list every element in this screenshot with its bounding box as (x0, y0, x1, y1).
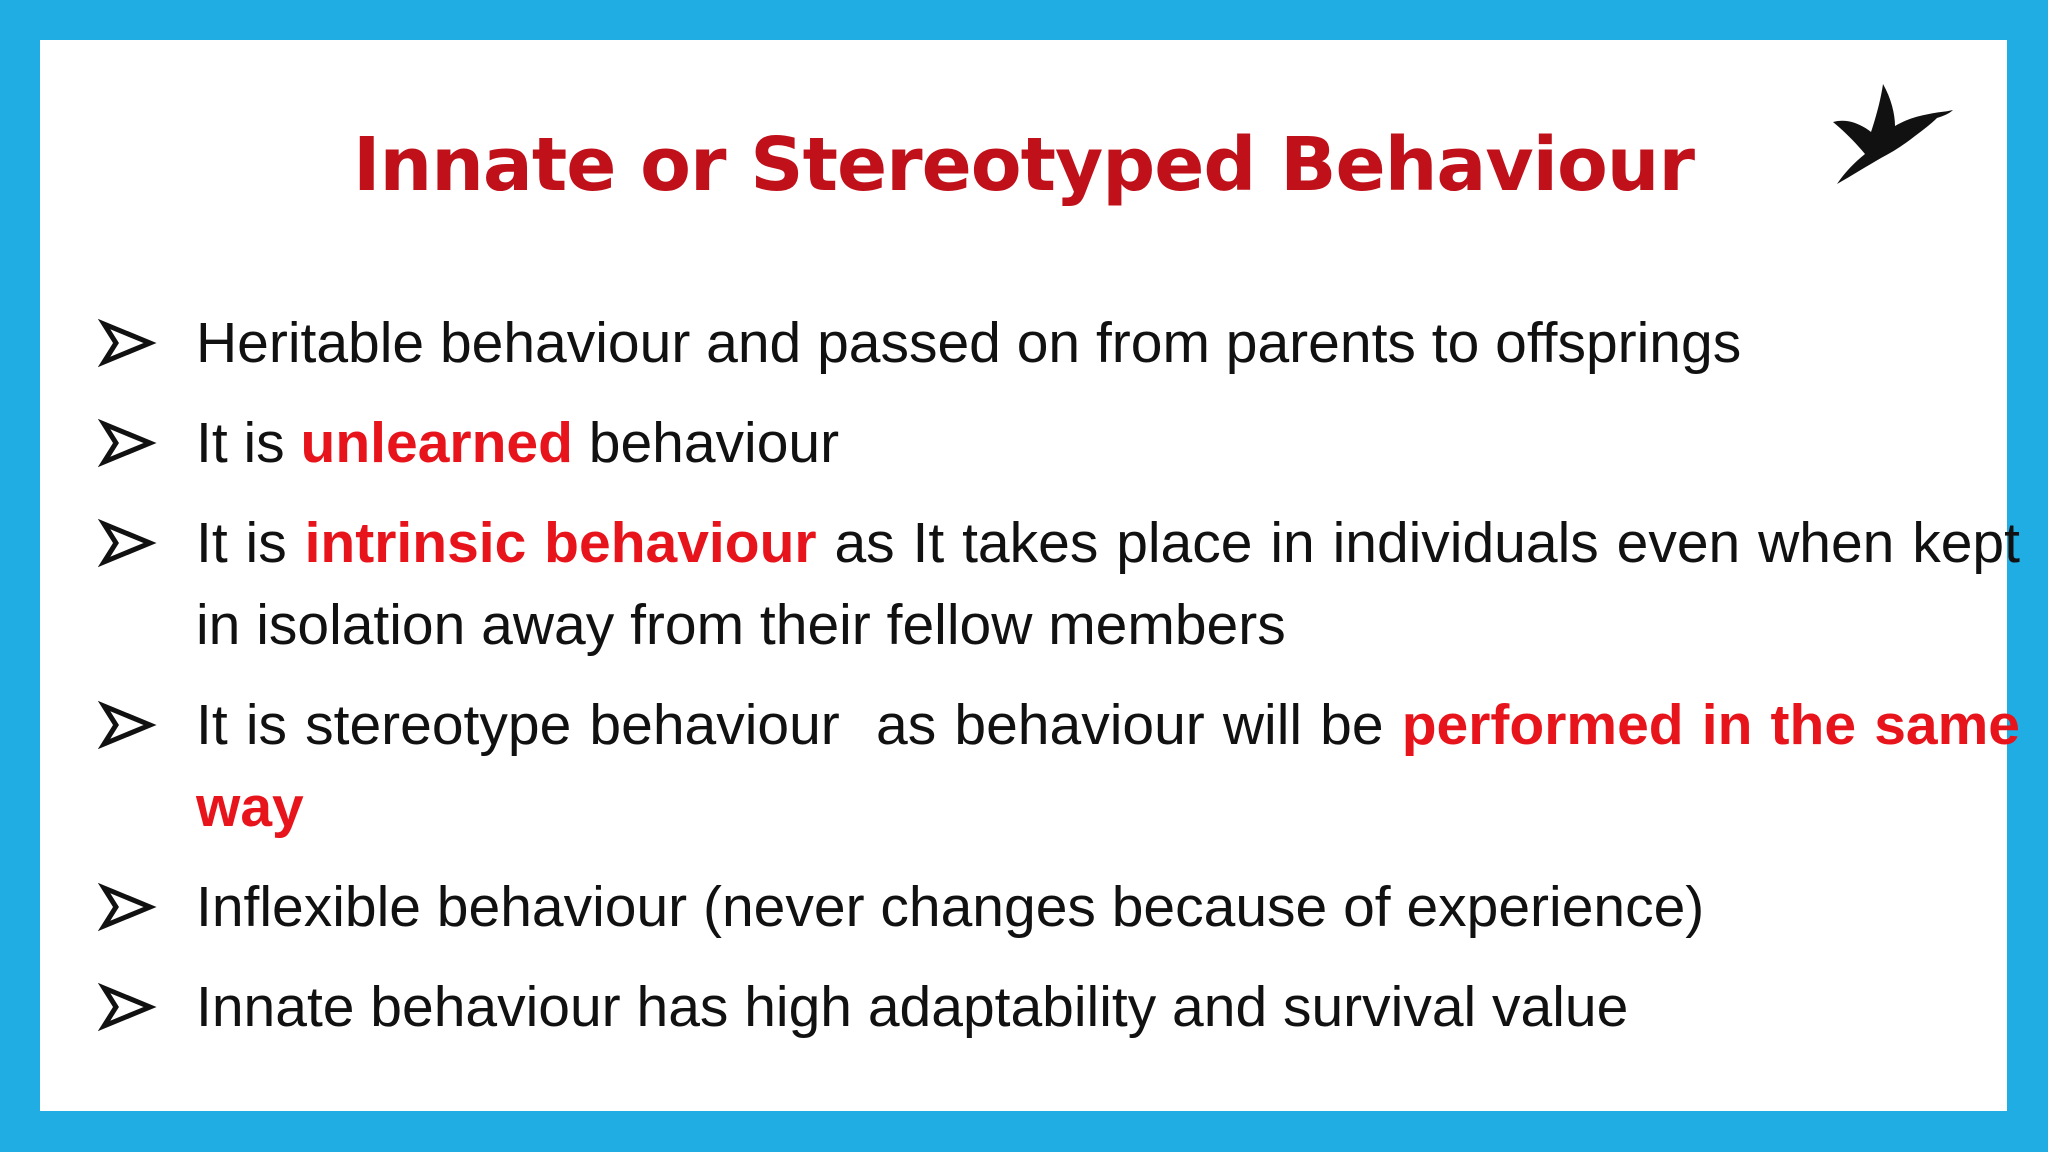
bullet-item (98, 866, 2020, 948)
bullet-text: It is (196, 511, 305, 575)
bullet-highlight: unlearned (300, 411, 573, 475)
bullet-list (98, 302, 2020, 1066)
arrowhead-bullet-icon (98, 684, 158, 766)
arrowhead-bullet-icon (98, 866, 158, 948)
bullet-text: Heritable behaviour and passed on from parents to offsprings (196, 311, 1742, 375)
hummingbird-icon (1825, 80, 1975, 190)
arrowhead-bullet-icon (98, 302, 158, 384)
bullet-item (98, 402, 2020, 484)
arrowhead-bullet-icon (98, 402, 158, 484)
bullet-item (98, 502, 2020, 666)
bullet-item (98, 684, 2020, 848)
slide-title: Innate or Stereotyped Behaviour (353, 122, 1694, 208)
arrowhead-bullet-icon (98, 966, 158, 1048)
arrowhead-bullet-icon (98, 502, 158, 584)
bullet-text: as It takes place in individuals even when kept in isolation away from their fellow members (196, 511, 2020, 657)
bullet-text: It is stereotype behaviour as behaviour will be (196, 693, 1402, 757)
bullet-highlight: performed in the same way (196, 693, 2020, 839)
bullet-text: It is (196, 411, 301, 475)
bullet-item (98, 966, 2020, 1048)
bullet-text: behaviour (572, 411, 840, 475)
bullet-text: Innate behaviour has high adaptability and survival value (196, 975, 1629, 1039)
bullet-text: Inflexible behaviour (never changes because of experience) (196, 875, 1705, 939)
bullet-item (98, 302, 2020, 384)
slide-canvas (40, 40, 2020, 1111)
bullet-highlight: intrinsic behaviour (304, 511, 817, 575)
